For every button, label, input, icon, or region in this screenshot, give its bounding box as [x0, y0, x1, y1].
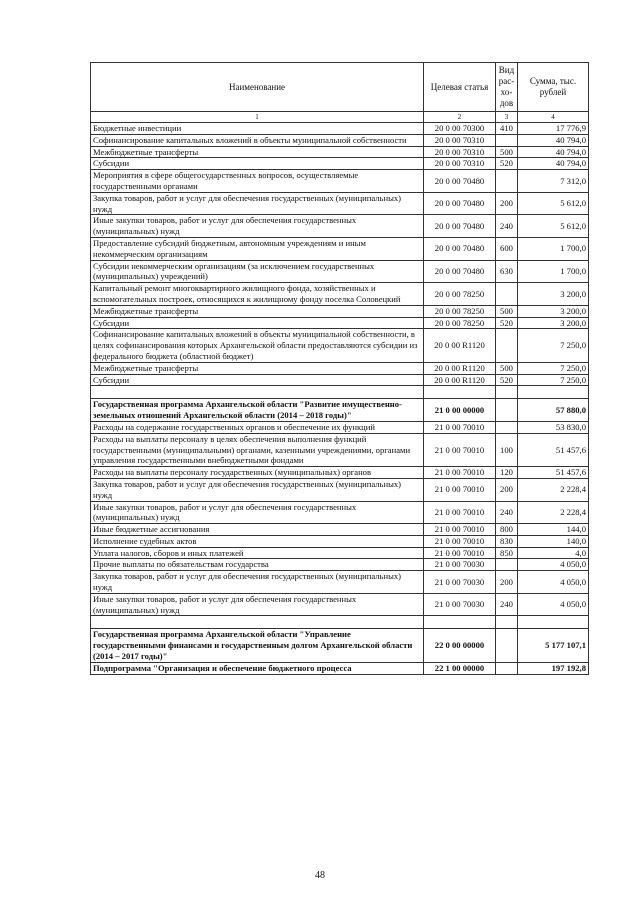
cell-name: Софинансирование капитальных вложений в объекты муниципальной собственности: [91, 134, 424, 146]
cell-name: Иные закупки товаров, работ и услуг для обеспечения государственных (муниципальных) нужд: [91, 501, 424, 524]
cell-name: Уплата налогов, сборов и иных платежей: [91, 547, 424, 559]
cell-code: 20 0 00 70480: [424, 215, 496, 238]
cell-code: 21 0 00 70010: [424, 478, 496, 501]
cell-name: Государственная программа Архангельской области "Управление государственными финансами и государственным долгом Архангельской области (2014 – 2017 годы)": [91, 629, 424, 662]
cell-name: Закупка товаров, работ и услуг для обеспечения государственных (муниципальных) нужд: [91, 192, 424, 215]
empty-cell: [496, 386, 518, 399]
header-name: Наименование: [91, 63, 424, 112]
cell-sum: 197 192,8: [518, 662, 589, 674]
cell-sum: 5 612,0: [518, 215, 589, 238]
cell-name: Расходы на содержание государственных органов и обеспечение их функций: [91, 421, 424, 433]
cell-type: 800: [496, 524, 518, 536]
table-row: [91, 501, 589, 524]
cell-name: Межбюджетные трансферты: [91, 305, 424, 317]
cell-code: 21 0 00 70030: [424, 571, 496, 594]
cell-code: 21 0 00 70010: [424, 535, 496, 547]
table-row: [91, 662, 589, 674]
col-number: 1: [91, 112, 424, 123]
cell-sum: 57 880,0: [518, 399, 589, 422]
table-row: [91, 146, 589, 158]
cell-type: 240: [496, 593, 518, 616]
cell-code: 21 0 00 70010: [424, 421, 496, 433]
cell-type: 200: [496, 571, 518, 594]
table-row: [91, 283, 589, 306]
cell-name: Субсидии некоммерческим организациям (за исключением государственных (муниципальных) учреждений): [91, 260, 424, 283]
cell-code: 20 0 00 70480: [424, 237, 496, 260]
table-row: [91, 158, 589, 170]
cell-name: Субсидии: [91, 317, 424, 329]
cell-code: 21 0 00 70010: [424, 433, 496, 466]
col-number: 3: [496, 112, 518, 123]
cell-sum: 144,0: [518, 524, 589, 536]
cell-type: 630: [496, 260, 518, 283]
cell-name: Бюджетные инвестиции: [91, 123, 424, 135]
cell-sum: 7 250,0: [518, 329, 589, 362]
cell-sum: 51 457,6: [518, 467, 589, 479]
cell-sum: 4,0: [518, 547, 589, 559]
cell-code: 21 0 00 70010: [424, 501, 496, 524]
table-row: [91, 547, 589, 559]
cell-name: Иные закупки товаров, работ и услуг для обеспечения государственных (муниципальных) нужд: [91, 593, 424, 616]
cell-sum: 40 794,0: [518, 158, 589, 170]
cell-type: 240: [496, 501, 518, 524]
cell-code: 20 0 00 R1120: [424, 329, 496, 362]
cell-sum: 3 200,0: [518, 305, 589, 317]
cell-sum: 2 228,4: [518, 501, 589, 524]
cell-name: Прочие выплаты по обязательствам государства: [91, 559, 424, 571]
cell-name: Подпрограмма "Организация и обеспечение бюджетного процесса: [91, 662, 424, 674]
cell-sum: 1 700,0: [518, 237, 589, 260]
cell-name: Межбюджетные трансферты: [91, 362, 424, 374]
table-row: [91, 215, 589, 238]
cell-sum: 7 312,0: [518, 170, 589, 193]
cell-sum: 4 050,0: [518, 571, 589, 594]
table-row: [91, 571, 589, 594]
cell-code: 20 0 00 78250: [424, 305, 496, 317]
cell-name: Закупка товаров, работ и услуг для обеспечения государственных (муниципальных) нужд: [91, 478, 424, 501]
table-header-row: [91, 63, 589, 112]
table-row: [91, 399, 589, 422]
table-row: [91, 535, 589, 547]
cell-name: Исполнение судебных актов: [91, 535, 424, 547]
cell-sum: 7 250,0: [518, 362, 589, 374]
table-row: [91, 362, 589, 374]
cell-name: Софинансирование капитальных вложений в объекты муниципальной собственности, в целях софинансирования которых Архангельской области предоставляются субсидии из федерального бюджета (областной бюджет): [91, 329, 424, 362]
cell-name: Расходы на выплаты персоналу в целях обеспечения выполнения функций государственными (муниципальными) органами, казенными учреждениями, органами управления государственными внебюджетными фондами: [91, 433, 424, 466]
table-row: [91, 192, 589, 215]
table-row: [91, 524, 589, 536]
table-row: [91, 123, 589, 135]
cell-code: 20 0 00 70300: [424, 123, 496, 135]
cell-code: 22 0 00 00000: [424, 629, 496, 662]
cell-name: Расходы на выплаты персоналу государственных (муниципальных) органов: [91, 467, 424, 479]
cell-sum: 4 050,0: [518, 593, 589, 616]
col-number: 4: [518, 112, 589, 123]
table-row: [91, 559, 589, 571]
cell-type: [496, 134, 518, 146]
cell-name: Иные закупки товаров, работ и услуг для обеспечения государственных (муниципальных) нужд: [91, 215, 424, 238]
cell-name: Предоставление субсидий бюджетным, автономным учреждениям и иным некоммерческим организациям: [91, 237, 424, 260]
empty-cell: [91, 386, 424, 399]
cell-type: 200: [496, 478, 518, 501]
cell-name: Субсидии: [91, 158, 424, 170]
col-number: 2: [424, 112, 496, 123]
table-row: [91, 374, 589, 386]
cell-name: Капитальный ремонт многоквартирного жилищного фонда, хозяйственных и вспомогательных построек, относящихся к жилищному фонду поселка Соловецкий: [91, 283, 424, 306]
cell-type: 830: [496, 535, 518, 547]
cell-code: 22 1 00 00000: [424, 662, 496, 674]
cell-name: Мероприятия в сфере общегосударственных вопросов, осуществляемые государственными органами: [91, 170, 424, 193]
table-row: [91, 329, 589, 362]
header-type: Вид рас- хо- дов: [496, 63, 518, 112]
table-row: [91, 421, 589, 433]
cell-type: [496, 559, 518, 571]
cell-type: 600: [496, 237, 518, 260]
column-number-row: [91, 112, 589, 123]
cell-type: 240: [496, 215, 518, 238]
cell-type: 120: [496, 467, 518, 479]
cell-sum: 40 794,0: [518, 134, 589, 146]
cell-sum: 4 050,0: [518, 559, 589, 571]
header-code: Целевая статья: [424, 63, 496, 112]
cell-sum: 140,0: [518, 535, 589, 547]
table-body: [91, 123, 589, 675]
table-row: [91, 629, 589, 662]
cell-name: Субсидии: [91, 374, 424, 386]
cell-type: 520: [496, 158, 518, 170]
cell-sum: 1 700,0: [518, 260, 589, 283]
table-row: [91, 433, 589, 466]
cell-code: 20 0 00 R1120: [424, 374, 496, 386]
cell-code: 21 0 00 70030: [424, 593, 496, 616]
cell-sum: 3 200,0: [518, 317, 589, 329]
cell-type: [496, 629, 518, 662]
cell-code: 20 0 00 70480: [424, 260, 496, 283]
cell-type: 100: [496, 433, 518, 466]
cell-type: [496, 399, 518, 422]
empty-cell: [518, 386, 589, 399]
cell-code: 20 0 00 R1120: [424, 362, 496, 374]
cell-code: 21 0 00 70010: [424, 547, 496, 559]
cell-sum: 17 776,9: [518, 123, 589, 135]
empty-cell: [91, 616, 424, 629]
empty-cell: [424, 616, 496, 629]
cell-name: Иные бюджетные ассигнования: [91, 524, 424, 536]
cell-type: 520: [496, 317, 518, 329]
cell-type: 410: [496, 123, 518, 135]
cell-code: 20 0 00 70310: [424, 158, 496, 170]
table-spacer-row: [91, 616, 589, 629]
cell-code: 20 0 00 70310: [424, 146, 496, 158]
empty-cell: [518, 616, 589, 629]
cell-sum: 40 794,0: [518, 146, 589, 158]
cell-sum: 3 200,0: [518, 283, 589, 306]
table-row: [91, 170, 589, 193]
cell-type: 500: [496, 362, 518, 374]
cell-sum: 2 228,4: [518, 478, 589, 501]
table-spacer-row: [91, 386, 589, 399]
cell-type: 500: [496, 305, 518, 317]
empty-cell: [424, 386, 496, 399]
budget-table: [90, 62, 589, 675]
cell-sum: 7 250,0: [518, 374, 589, 386]
table-row: [91, 305, 589, 317]
cell-sum: 53 830,0: [518, 421, 589, 433]
cell-type: [496, 421, 518, 433]
cell-name: Закупка товаров, работ и услуг для обеспечения государственных (муниципальных) нужд: [91, 571, 424, 594]
cell-type: 850: [496, 547, 518, 559]
table-row: [91, 317, 589, 329]
cell-code: 21 0 00 70010: [424, 524, 496, 536]
cell-sum: 5 177 107,1: [518, 629, 589, 662]
cell-code: 20 0 00 70480: [424, 170, 496, 193]
cell-code: 20 0 00 70310: [424, 134, 496, 146]
cell-type: 500: [496, 146, 518, 158]
cell-code: 20 0 00 78250: [424, 283, 496, 306]
cell-code: 21 0 00 00000: [424, 399, 496, 422]
header-sum: Сумма, тыс. рублей: [518, 63, 589, 112]
table-row: [91, 478, 589, 501]
cell-type: [496, 170, 518, 193]
cell-type: [496, 329, 518, 362]
cell-code: 21 0 00 70030: [424, 559, 496, 571]
table-row: [91, 134, 589, 146]
cell-sum: 51 457,6: [518, 433, 589, 466]
cell-type: 520: [496, 374, 518, 386]
cell-type: [496, 662, 518, 674]
cell-type: [496, 283, 518, 306]
cell-type: 200: [496, 192, 518, 215]
table-row: [91, 593, 589, 616]
table-row: [91, 260, 589, 283]
cell-code: 20 0 00 78250: [424, 317, 496, 329]
cell-code: 21 0 00 70010: [424, 467, 496, 479]
page-number: 48: [315, 870, 325, 881]
cell-code: 20 0 00 70480: [424, 192, 496, 215]
cell-name: Межбюджетные трансферты: [91, 146, 424, 158]
cell-name: Государственная программа Архангельской области "Развитие имущественно-земельных отношений Архангельской области (2014 – 2018 годы)": [91, 399, 424, 422]
cell-sum: 5 612,0: [518, 192, 589, 215]
table-row: [91, 467, 589, 479]
empty-cell: [496, 616, 518, 629]
table-row: [91, 237, 589, 260]
